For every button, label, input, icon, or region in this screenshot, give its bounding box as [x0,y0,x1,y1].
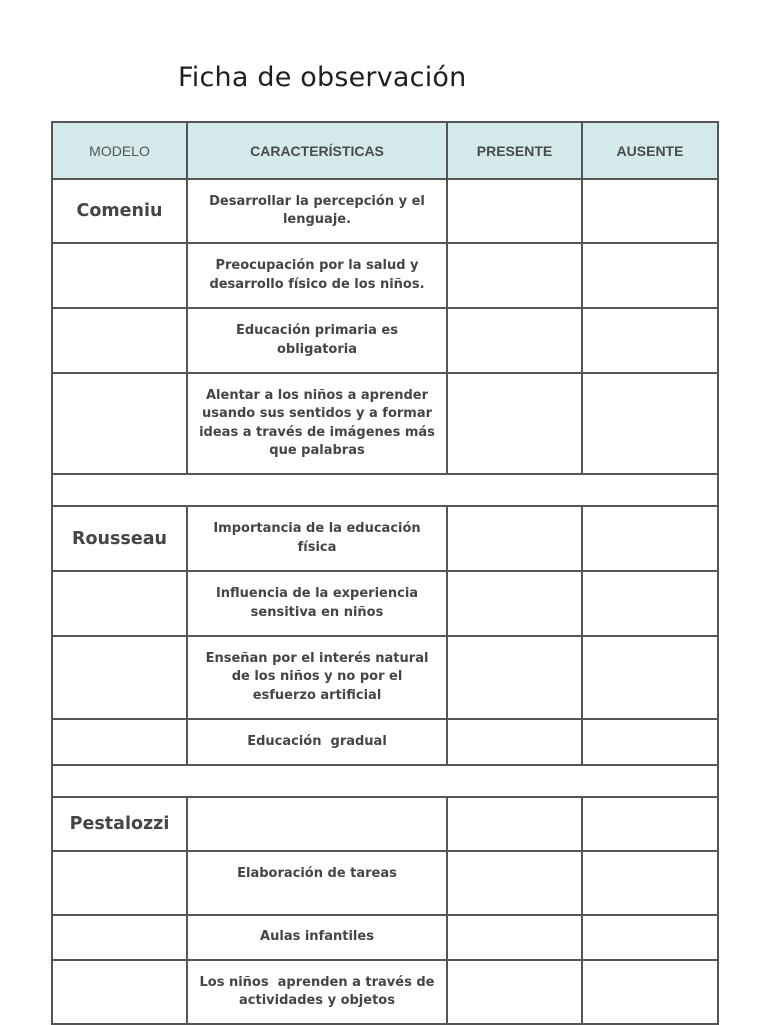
table-row [52,960,718,1024]
ausente-cell[interactable] [582,851,718,915]
characteristic-text: Enseñan por el interés natural de los niños y no por el esfuerzo artificial [187,636,447,719]
presente-cell[interactable] [447,308,582,373]
header-presente: PRESENTE [447,122,582,179]
model-cell-empty [52,960,187,1024]
ausente-cell[interactable] [582,915,718,960]
model-cell-empty [52,915,187,960]
header-row [52,122,718,179]
ausente-cell[interactable] [582,308,718,373]
table-row [52,243,718,308]
characteristic-text: Desarrollar la percepción y el lenguaje. [187,179,447,243]
model-cell-empty [52,851,187,915]
separator-cell [52,765,718,797]
presente-cell[interactable] [447,373,582,474]
presente-cell[interactable] [447,960,582,1024]
header-caracteristicas: CARACTERÍSTICAS [187,122,447,179]
table-row [52,506,718,571]
separator-row [52,765,718,797]
presente-cell[interactable] [447,797,582,851]
presente-cell[interactable] [447,636,582,719]
presente-cell[interactable] [447,915,582,960]
model-cell-empty [52,373,187,474]
table-row [52,636,718,719]
presente-cell[interactable] [447,851,582,915]
model-name: Pestalozzi [52,797,187,851]
ausente-cell[interactable] [582,506,718,571]
model-name: Comeniu [52,179,187,243]
ausente-cell[interactable] [582,797,718,851]
model-cell-empty [52,308,187,373]
table-row [52,179,718,243]
presente-cell[interactable] [447,506,582,571]
model-cell-empty [52,571,187,636]
characteristic-text: Influencia de la experiencia sensitiva en niños [187,571,447,636]
characteristic-text: Preocupación por la salud y desarrollo físico de los niños. [187,243,447,308]
header-modelo: MODELO [52,122,187,179]
separator-row [52,474,718,506]
table-row [52,915,718,960]
observation-table [51,121,719,1025]
characteristic-text: Educación primaria es obligatoria [187,308,447,373]
table-row [52,797,718,851]
characteristic-text: Educación gradual [187,719,447,765]
presente-cell[interactable] [447,243,582,308]
presente-cell[interactable] [447,179,582,243]
presente-cell[interactable] [447,719,582,765]
characteristic-text: Elaboración de tareas [187,851,447,915]
characteristic-text: Alentar a los niños a aprender usando sus sentidos y a formar ideas a través de imágenes más que palabras [187,373,447,474]
ausente-cell[interactable] [582,243,718,308]
ausente-cell[interactable] [582,960,718,1024]
table-row [52,373,718,474]
ausente-cell[interactable] [582,719,718,765]
ausente-cell[interactable] [582,373,718,474]
ausente-cell[interactable] [582,636,718,719]
table-row [52,851,718,915]
table-row [52,308,718,373]
characteristic-text: Los niños aprenden a través de actividades y objetos [187,960,447,1024]
table-row [52,571,718,636]
page-title: Ficha de observación [178,62,467,93]
characteristic-text [187,797,447,851]
model-cell-empty [52,243,187,308]
model-cell-empty [52,719,187,765]
table-row [52,719,718,765]
ausente-cell[interactable] [582,179,718,243]
header-ausente: AUSENTE [582,122,718,179]
model-cell-empty [52,636,187,719]
model-name: Rousseau [52,506,187,571]
characteristic-text: Importancia de la educación física [187,506,447,571]
characteristic-text: Aulas infantiles [187,915,447,960]
presente-cell[interactable] [447,571,582,636]
separator-cell [52,474,718,506]
ausente-cell[interactable] [582,571,718,636]
